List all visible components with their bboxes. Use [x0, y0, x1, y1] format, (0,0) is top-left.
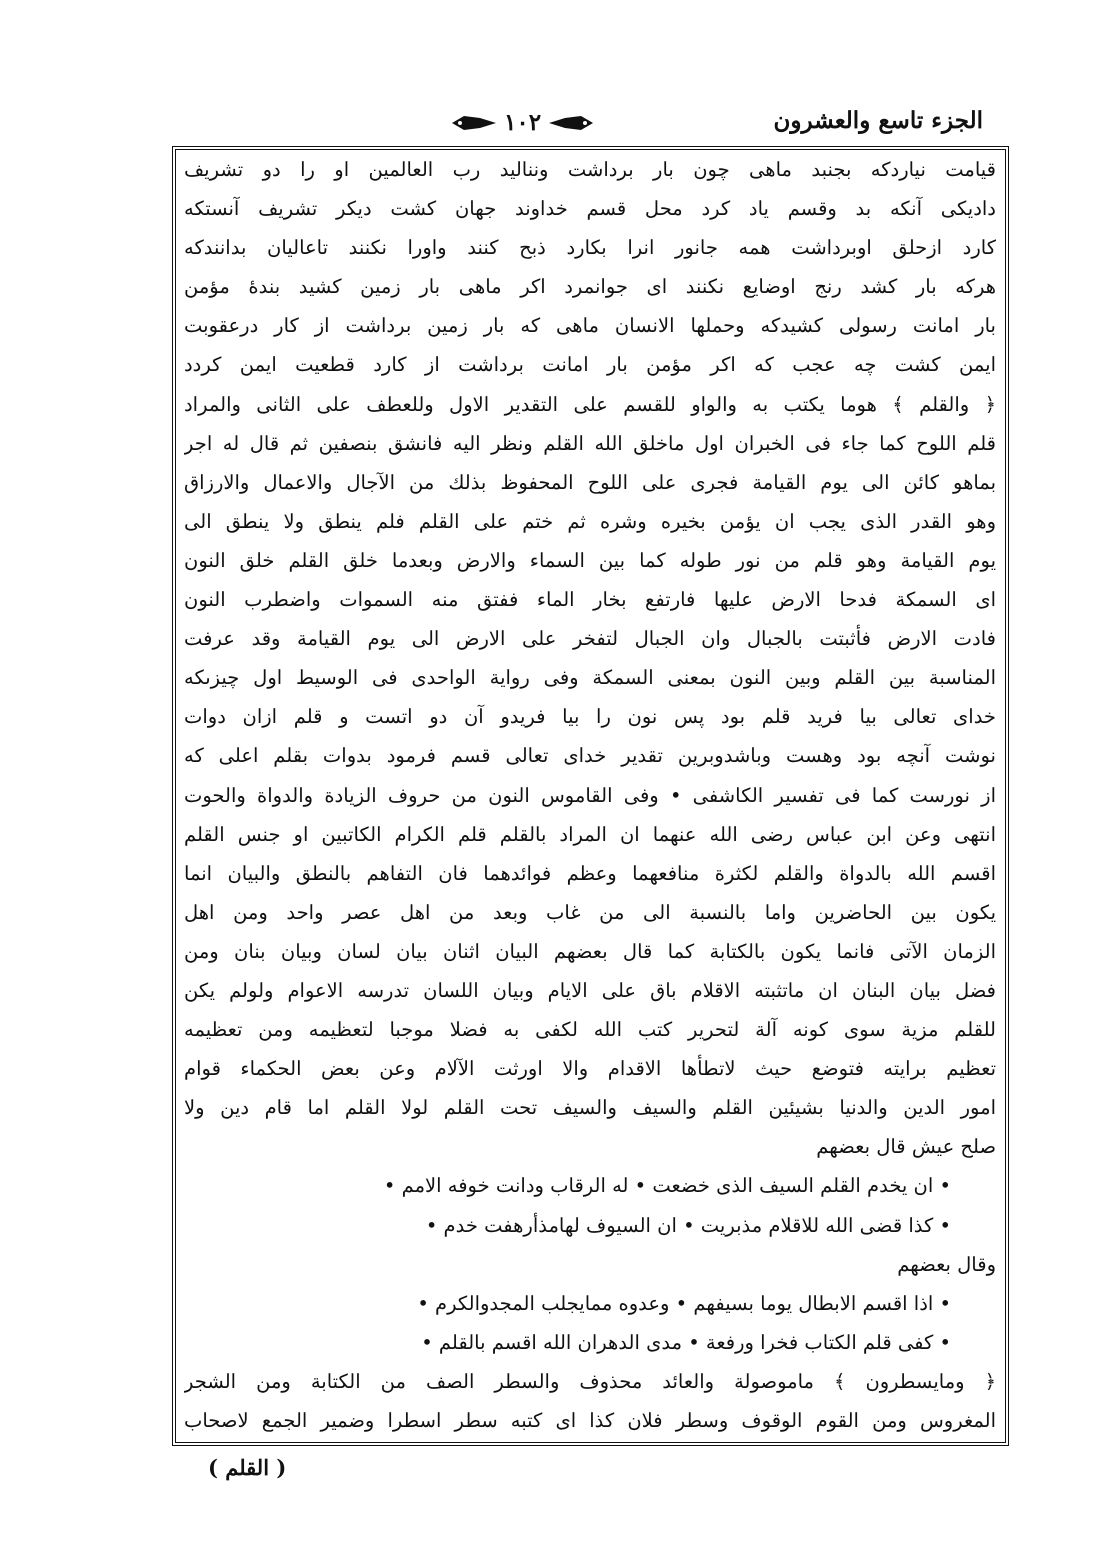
left-ornament-icon — [450, 114, 498, 132]
catchword: ( القلم ) — [208, 1455, 287, 1480]
text-line: بماهو كائن الى يوم القيامة فجرى على اللوح المحفوظ بذلك من الآجال والاعمال والارزاق — [184, 470, 996, 494]
page-header — [175, 103, 983, 145]
text-line: للقلم مزية سوى كونه آلة لتحرير كتب الله لكفى به فضلا موجبا لتعظيمه ومن تعظيمه — [184, 1018, 996, 1042]
verse-line: • كذا قضى الله للاقلام مذبريت • ان السيوف لهامذأرهفت خدم • — [425, 1213, 951, 1237]
text-line: صلح عيش قال بعضهم — [816, 1135, 996, 1159]
text-line: تعظيم برايته فتوضع حيث لاتطأها الاقدام والا اورثت الآلام وعن بعض الحكماء قوام — [184, 1057, 996, 1081]
page-number-group — [450, 109, 595, 136]
verse-line: • كفى قلم الكتاب فخرا ورفعة • مدى الدهران الله اقسم بالقلم • — [421, 1330, 951, 1354]
text-line: داديكى آنكه بد وقسم ياد كرد محل قسم خداوند جهان كشت ديكر تشريف آنستكه — [184, 197, 996, 221]
verse-intro: وقال بعضهم — [897, 1252, 996, 1276]
text-line: المناسبة بين القلم وبين النون بمعنى السمكة وفى رواية الواحدى فى الوسيط اول چيزىكه — [184, 666, 996, 690]
text-line: ايمن كشت چه عجب كه اكر مؤمن بار امانت برداشت از كارد قطعيت ايمن كردد — [184, 353, 996, 377]
text-line: نوشت آنچه بود وهست وباشدوبرين تقدير خداى تعالى قسم فرمود بدوات بقلم اعلى كه — [184, 744, 996, 768]
right-ornament-icon — [547, 114, 595, 132]
text-line: ﴿ والقلم ﴾ هوما يكتب به والواو للقسم على التقدير الاول وللعطف على الثانى والمراد — [184, 392, 996, 416]
text-line: يكون بين الحاضرين واما بالنسبة الى من غاب وبعد من اهل عصر واحد ومن اهل — [184, 900, 996, 924]
text-line: اى السمكة فدحا الارض عليها فارتفع بخار الماء ففتق منه السموات واضطرب النون — [184, 588, 996, 612]
text-line: ﴿ ومايسطرون ﴾ ماموصولة والعائد محذوف والسطر الصف من الكتابة ومن الشجر — [184, 1369, 996, 1393]
text-line: فضل بيان البنان ان ماتثبته الاقلام باق على الايام وبيان اللسان تدرسه الاعوام ولولم يكن — [184, 978, 996, 1002]
text-line: فادت الارض فأثبتت بالجبال وان الجبال لتفخر على الارض الى يوم القيامة وقد عرفت — [184, 627, 996, 651]
text-line: قيامت نياردكه بجنبد ماهى چون بار برداشت ونناليد رب العالمين او را دو تشريف — [184, 158, 996, 181]
verse-line: • ان يخدم القلم السيف الذى خضعت • له الرقاب ودانت خوفه الامم • — [383, 1174, 951, 1198]
text-line: انتهى وعن ابن عباس رضى الله عنهما ان المراد بالقلم قلم الكرام الكاتبين او جنس القلم — [184, 822, 996, 846]
text-line: وهو القدر الذى يجب ان يؤمن بخيره وشره ثم ختم على القلم فلم ينطق ولا ينطق الى — [184, 509, 996, 533]
text-line: از نورست كما فى تفسير الكاشفى • وفى القاموس النون من حروف الزيادة والدواة والحوت — [184, 783, 996, 807]
juz-title: الجزء تاسع والعشرون — [773, 107, 983, 134]
text-line: خداى تعالى بيا فريد قلم بود پس نون را بيا فريدو آن دو اتست و قلم ازان دوات — [184, 705, 996, 729]
text-line: يوم القيامة وهو قلم من نور طوله كما بين السماء والارض وبعدما خلق القلم خلق النون — [184, 548, 996, 572]
verse-line: • اذا اقسم الابطال يوما بسيفهم • وعدوه ممايجلب المجدوالكرم • — [417, 1291, 951, 1315]
text-line: المغروس ومن القوم الوقوف وسطر فلان كذا اى كتبه سطر اسطرا وضمير الجمع لاصحاب — [184, 1409, 996, 1432]
text-line: هركه بار كشد رنج اوضايع نكنند اى جوانمرد اكر ماهى بار زمين كشيد بندهٔ مؤمن — [184, 275, 996, 299]
body-text — [184, 150, 996, 1440]
text-line: قلم اللوح كما جاء فى الخبران اول ماخلق الله القلم ونظر اليه فانشق بنصفين ثم قال له اجر — [184, 431, 996, 455]
text-line: امور الدين والدنيا بشيئين القلم والسيف والسيف تحت القلم لولا القلم اما قام دين ولا — [184, 1096, 996, 1120]
text-line: اقسم الله بالدواة والقلم لكثرة منافعهما وعظم فوائدهما فان التفاهم بالنطق والبيان انما — [184, 861, 996, 885]
page-number: ١٠٢ — [504, 109, 542, 136]
text-line: كارد ازحلق اوبرداشت همه جانور انرا بكارد ذبح كنند واورا نكنند تاعاليان بدانندكه — [184, 236, 996, 260]
text-line: الزمان الآتى فانما يكون بالكتابة كما قال بعضهم البيان اثنان بيان لسان وبيان بنان ومن — [184, 939, 996, 963]
text-line: بار امانت رسولى كشيدكه وحملها الانسان ماهى كه بار زمين برداشت از كار درعقوبت — [184, 314, 996, 338]
